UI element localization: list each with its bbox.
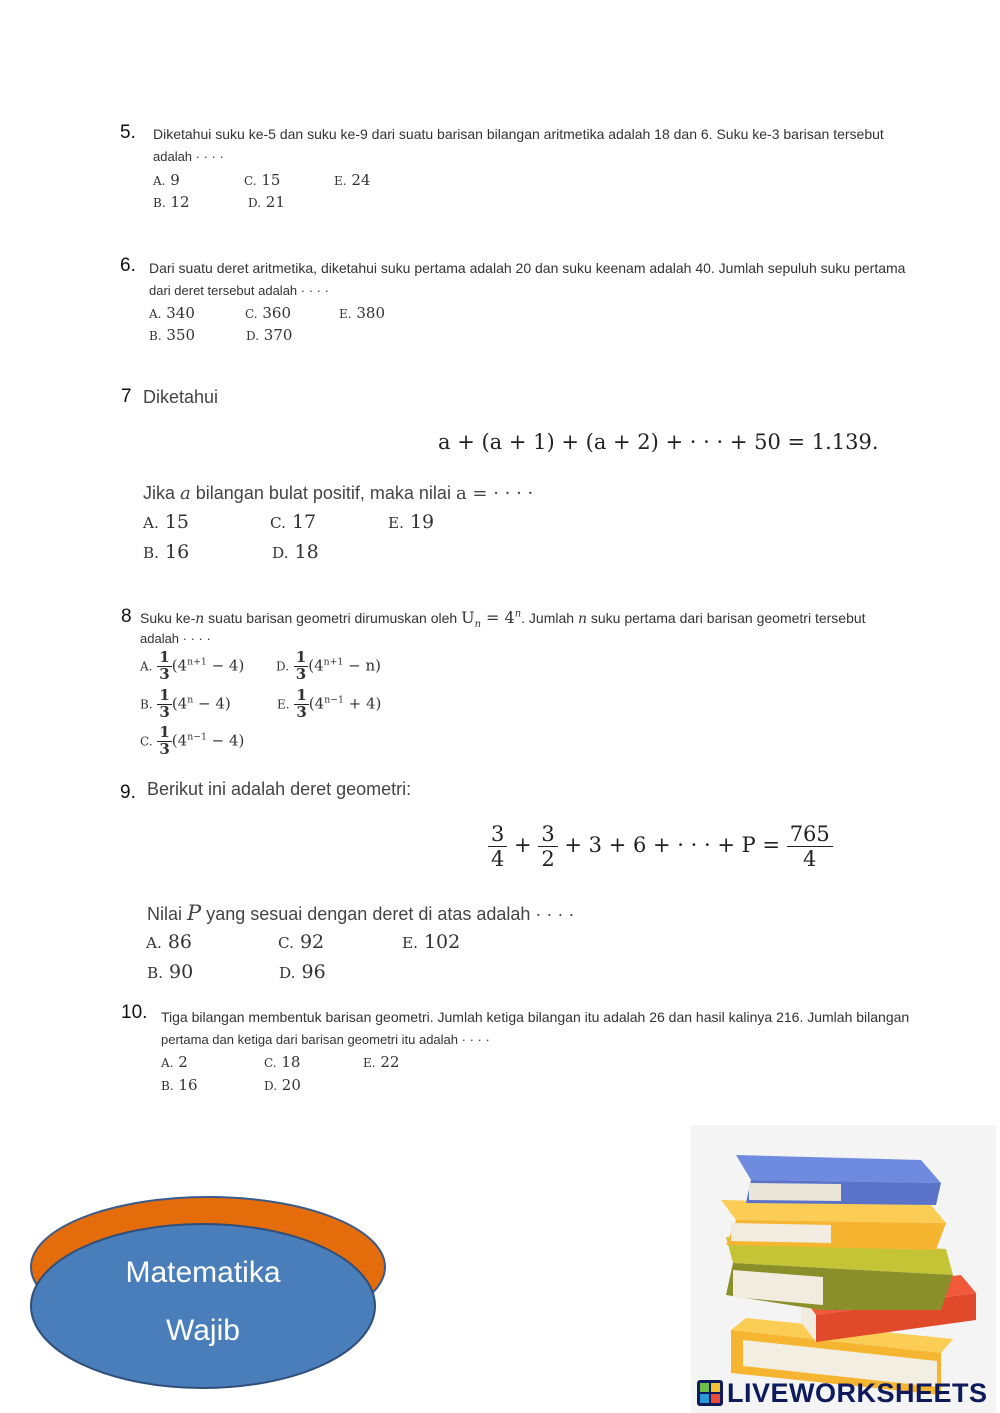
question-intro: Diketahui	[143, 387, 219, 407]
badge-subtitle: Wajib	[166, 1314, 240, 1347]
option-e[interactable]: E. 102	[402, 931, 461, 953]
equation: a + (a + 1) + (a + 2) + · · · + 50 = 1.139.	[438, 430, 879, 454]
option-e[interactable]: E. 22	[363, 1053, 400, 1071]
option-c[interactable]: C. $\frac{1}{3}$ $(4^{n-1} - 4)$	[140, 723, 245, 758]
question-text: adalah · · · ·	[153, 149, 224, 164]
option-b[interactable]: B. 90	[147, 961, 194, 983]
option-c[interactable]: C. 15	[244, 171, 281, 189]
badge-title: Matematika	[125, 1256, 281, 1289]
option-c[interactable]: C. 360	[245, 304, 291, 322]
option-b[interactable]: B. $\frac{1}{3}$ $(4^n - 4)$	[140, 686, 231, 721]
option-b[interactable]: B. 350	[149, 326, 196, 344]
question-text: Nilai P yang sesuai dengan deret di atas adalah · · · ·	[147, 901, 575, 925]
option-b[interactable]: B. 16	[161, 1076, 198, 1094]
option-e[interactable]: E. $\frac{1}{3}$ $(4^{n-1} + 4)$	[277, 686, 382, 721]
question-number: 5.	[120, 122, 136, 143]
option-e[interactable]: E. 380	[339, 304, 385, 322]
option-d[interactable]: D. 18	[272, 541, 319, 563]
liveworksheets-logo[interactable]: LIVEWORKSHEETS	[727, 1378, 988, 1408]
fraction: $\frac{1}{3}$	[159, 686, 170, 721]
option-a[interactable]: A. 340	[149, 304, 195, 322]
option-a[interactable]: A. 86	[146, 931, 193, 953]
option-a[interactable]: A. $\frac{1}{3}$ $(4^{n+1} - 4)$	[140, 648, 245, 683]
option-e[interactable]: E. 24	[334, 171, 371, 189]
question-number: 6.	[120, 255, 136, 276]
books-illustration	[691, 1125, 996, 1413]
equation: $\frac{3}{4}$ + $\frac{3}{2}$ + 3 + 6 + · · · + P = $\frac{765}{4}$	[488, 822, 833, 871]
fraction: $\frac{1}{3}$	[159, 648, 170, 683]
option-e[interactable]: E. 19	[388, 511, 435, 533]
fraction: $\frac{3}{2}$	[538, 822, 557, 871]
question-number: 10.	[121, 1002, 148, 1023]
option-b[interactable]: B. 12	[153, 193, 190, 211]
fraction: $\frac{765}{4}$	[787, 822, 833, 871]
fraction: $\frac{1}{3}$	[159, 723, 170, 758]
option-a[interactable]: A. 2	[161, 1053, 188, 1071]
question-text: Suku ke-n suatu barisan geometri dirumuskan oleh $U_n = 4^n$. Jumlah n suku pertama dari barisan geometri tersebut	[140, 608, 866, 631]
option-d[interactable]: D. 21	[248, 193, 285, 211]
option-c[interactable]: C. 17	[270, 511, 317, 533]
question-text: pertama dan ketiga dari barisan geometri itu adalah · · · ·	[161, 1032, 490, 1047]
option-a[interactable]: A. 9	[153, 171, 180, 189]
option-d[interactable]: D. $\frac{1}{3}$ $(4^{n+1} - n)$	[276, 648, 381, 683]
option-c[interactable]: C. 18	[264, 1053, 301, 1071]
fraction: $\frac{3}{4}$	[488, 822, 507, 871]
subject-badge-shape	[25, 1185, 395, 1395]
fraction: $\frac{1}{3}$	[296, 686, 307, 721]
option-d[interactable]: D. 370	[246, 326, 293, 344]
option-d[interactable]: D. 96	[279, 961, 326, 983]
question-text: Diketahui suku ke-5 dan suku ke-9 dari suatu barisan bilangan aritmetika adalah 18 dan 6. Suku ke-3 barisan tersebut	[153, 126, 884, 142]
question-text: adalah · · · ·	[140, 631, 211, 646]
question-number: 7	[121, 386, 132, 407]
option-c[interactable]: C. 92	[278, 931, 325, 953]
question-intro: Berikut ini adalah deret geometri:	[147, 779, 412, 799]
question-number: 9.	[120, 782, 136, 803]
question-text: dari deret tersebut adalah · · · ·	[149, 283, 329, 298]
question-text: Tiga bilangan membentuk barisan geometri. Jumlah ketiga bilangan itu adalah 26 dan hasil kalinya 216. Jumlah bilangan	[161, 1009, 910, 1025]
option-a[interactable]: A. 15	[143, 511, 190, 533]
fraction: $\frac{1}{3}$	[295, 648, 307, 683]
question-number: 8	[121, 606, 132, 627]
option-d[interactable]: D. 20	[264, 1076, 301, 1094]
question-text: Dari suatu deret aritmetika, diketahui suku pertama adalah 20 dan suku keenam adalah 40. Jumlah sepuluh suku pertama	[149, 260, 906, 276]
option-b[interactable]: B. 16	[143, 541, 190, 563]
question-text: Jika a bilangan bulat positif, maka nilai a = · · · ·	[143, 483, 534, 504]
